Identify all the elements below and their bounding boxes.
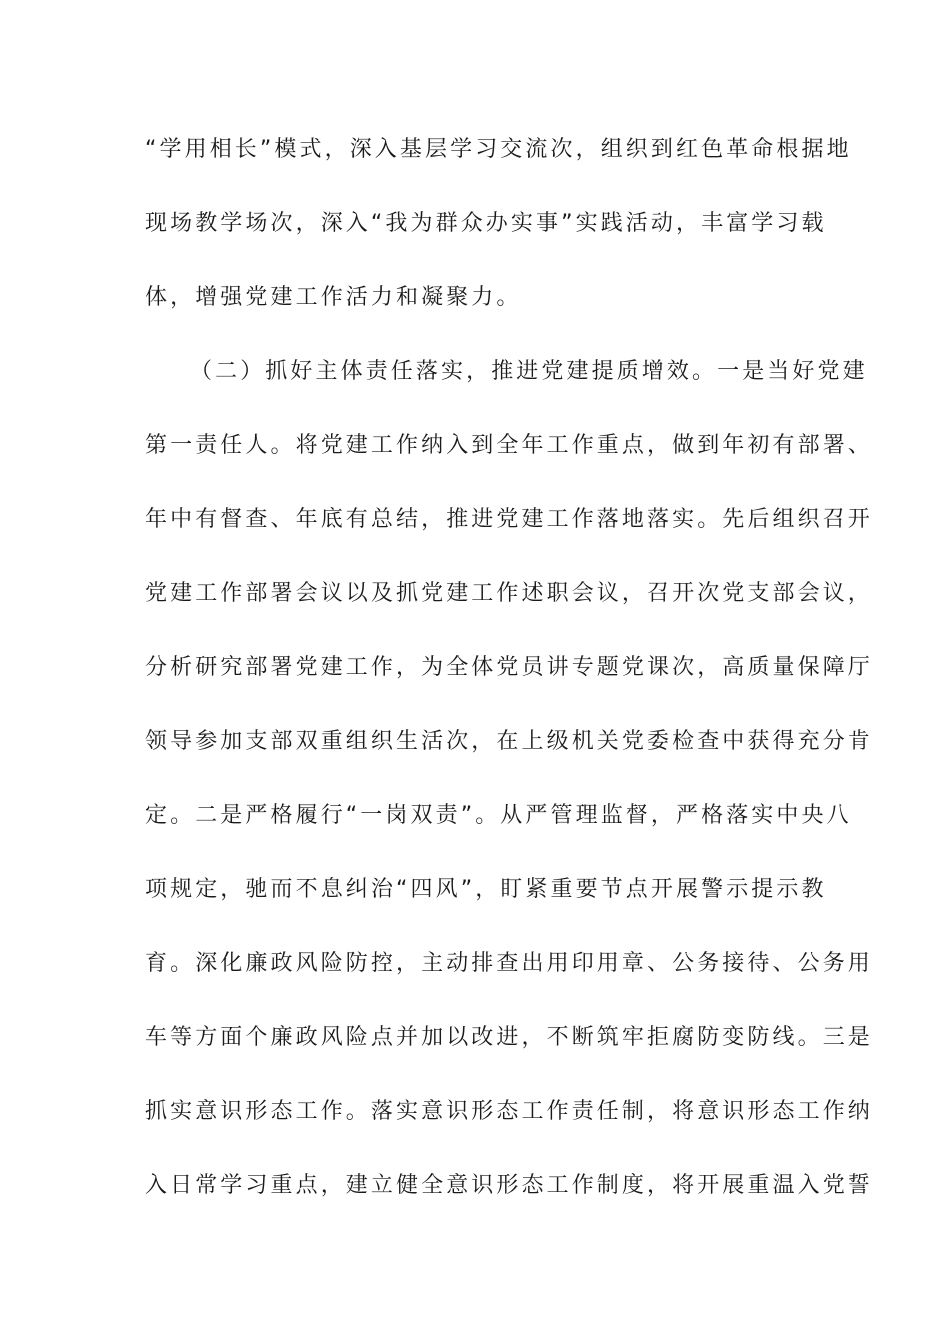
paragraph-line: 入日常学习重点，建立健全意识形态工作制度，将开展重温入党誓	[145, 1173, 873, 1198]
section-heading-line: （二）抓好主体责任落实，推进党建提质增效。一是当好党建	[190, 359, 868, 384]
paragraph-line: 体，增强党建工作活力和凝聚力。	[145, 285, 522, 310]
paragraph-line: 第一责任人。将党建工作纳入到全年工作重点，做到年初有部署、	[145, 433, 873, 458]
paragraph-line: “学用相长”模式，深入基层学习交流次，组织到红色革命根据地	[145, 137, 852, 162]
paragraph-line: 抓实意识形态工作。落实意识形态工作责任制，将意识形态工作纳	[145, 1099, 873, 1124]
paragraph-line: 定。二是严格履行“一岗双责”。从严管理监督，严格落实中央八	[145, 803, 852, 828]
paragraph-line: 车等方面个廉政风险点并加以改进，不断筑牢拒腐防变防线。三是	[145, 1025, 873, 1050]
paragraph-line: 分析研究部署党建工作，为全体党员讲专题党课次，高质量保障厅	[145, 655, 873, 680]
paragraph-line: 党建工作部署会议以及抓党建工作述职会议，召开次党支部会议，	[145, 581, 873, 606]
paragraph-line: 项规定，驰而不息纠治“四风”，盯紧重要节点开展警示提示教	[145, 877, 827, 902]
paragraph-line: 育。深化廉政风险防控，主动排查出用印用章、公务接待、公务用	[145, 951, 873, 976]
paragraph-line: 现场教学场次，深入“我为群众办实事”实践活动，丰富学习载	[145, 211, 827, 236]
paragraph-line: 年中有督查、年底有总结，推进党建工作落地落实。先后组织召开	[145, 507, 873, 532]
paragraph-line: 领导参加支部双重组织生活次，在上级机关党委检查中获得充分肯	[145, 729, 873, 754]
